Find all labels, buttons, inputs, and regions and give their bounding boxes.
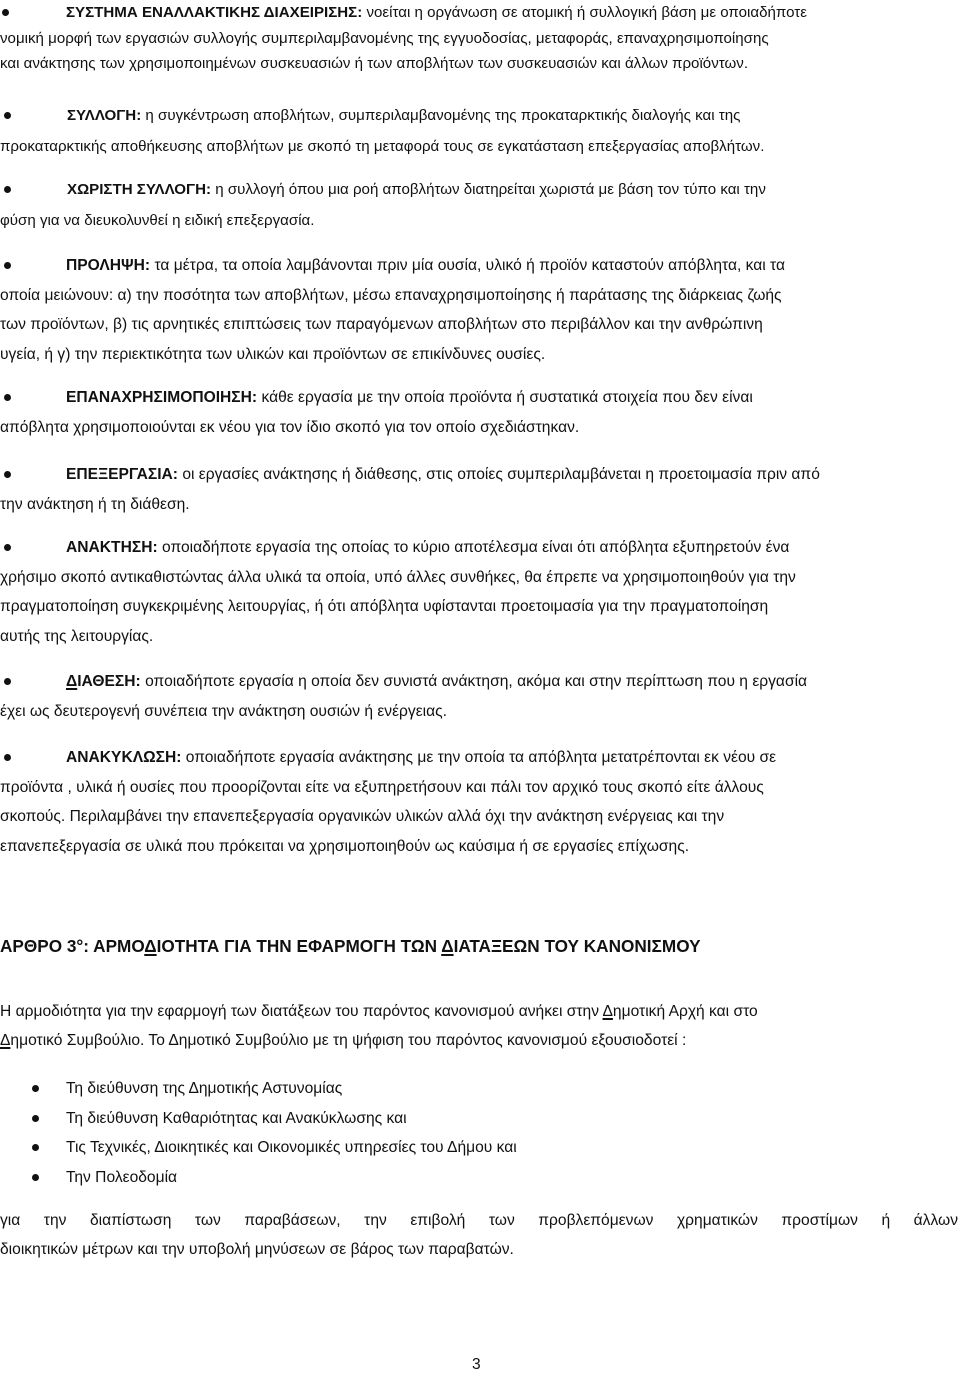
list-item: Την Πολεοδομία xyxy=(0,1163,517,1193)
definition-text: οι εργασίες ανάκτησης ή διάθεσης, στις οποίες συμπεριλαμβάνεται η προετοιμασία πριν από xyxy=(177,466,820,483)
definition-prevention xyxy=(0,251,958,369)
definition-recycling xyxy=(0,743,958,861)
article-heading: ΑΡΘΡΟ 3°: ΑΡΜΟΔΙΟΤΗΤΑ ΓΙΑ ΤΗΝ ΕΦΑΡΜΟΓΗ ΤΩΝ ΔΙΑΤΑΞΕΩΝ ΤΟΥ ΚΑΝΟΝΙΣΜΟΥ xyxy=(0,936,701,956)
definition-text: η συγκέντρωση αποβλήτων, συμπεριλαμβανομένης της προκαταρκτικής διαλογής και της xyxy=(141,107,741,124)
definition-text: χρήσιμο σκοπό αντικαθιστώντας άλλα υλικά τα οποία, υπό άλλες συνθήκες, θα έπρεπε να χρησιμοποιηθούν για την xyxy=(0,568,796,586)
definition-separate-collection xyxy=(0,174,958,236)
definition-text: προϊόντα , υλικά ή ουσίες που προορίζονται είτε να εξυπηρετήσουν και πάλι τον αρχικό τους σκοπό είτε άλλους xyxy=(0,778,764,796)
definition-text: οποία μειώνουν: α) την ποσότητα των αποβλήτων, μέσω επαναχρησιμοποίησης ή παράτασης της διάρκειας ζωής xyxy=(0,286,782,304)
definition-term: ΣΥΛΛΟΓΗ: xyxy=(67,107,142,124)
closing-text: διοικητικών μέτρων και την υποβολή μηνύσεων σε βάρος των παραβατών. xyxy=(0,1241,514,1258)
definition-term: ΕΠΑΝΑΧΡΗΣΙΜΟΠΟΙΗΣΗ: xyxy=(66,389,258,406)
closing-text: για την διαπίστωση των παραβάσεων, την επιβολή των προβλεπόμενων χρηματικών προστίμων ή άλλων xyxy=(0,1212,958,1229)
definition-term: ΑΝΑΚΥΚΛΩΣΗ: xyxy=(66,749,182,766)
definition-term: ΔΙΑΘΕΣΗ: xyxy=(66,673,141,690)
definition-text: νομική μορφή των εργασιών συλλογής συμπεριλαμβανομένης της εγγυοδοσίας, μεταφοράς, επαναχρησιμοποίησης xyxy=(0,29,769,47)
definition-term: ΠΡΟΛΗΨΗ: xyxy=(66,257,151,274)
definition-text: έχει ως δευτερογενή συνέπεια την ανάκτηση ουσιών ή ενέργειας. xyxy=(0,702,447,720)
intro-paragraph: Η αρμοδιότητα για την εφαρμογή των διατάξεων του παρόντος κανονισμού ανήκει στην Δημοτική Αρχή και στο Δημοτικό Συμβούλιο. Το Δημοτικό Συμβούλιο με τη ψήφιση του παρόντος κανονισμού εξουσιοδοτεί : xyxy=(0,1003,758,1049)
definition-term: ΧΩΡΙΣΤΗ ΣΥΛΛΟΓΗ: xyxy=(67,181,212,198)
definition-text: κάθε εργασία με την οποία προϊόντα ή συστατικά στοιχεία που δεν είναι xyxy=(257,389,753,406)
definition-text: οποιαδήποτε εργασία η οποία δεν συνιστά ανάκτηση, ακόμα και στην περίπτωση που η εργασία xyxy=(140,673,808,690)
definition-text: φύση για να διευκολυνθεί η ειδική επεξεργασία. xyxy=(0,212,315,229)
definition-alternative-management xyxy=(0,0,958,77)
list-item: Τη διεύθυνση Καθαριότητας και Ανακύκλωσης και xyxy=(0,1104,517,1134)
definition-text: απόβλητα χρησιμοποιούνται εκ νέου για τον ίδιο σκοπό για τον οποίο σχεδιάστηκαν. xyxy=(0,418,580,436)
definition-disposal xyxy=(0,667,958,726)
authorities-list xyxy=(0,1074,517,1192)
definition-text: νοείται η οργάνωση σε ατομική ή συλλογική βάση με οποιαδήποτε xyxy=(362,4,807,21)
closing-paragraph xyxy=(0,1206,958,1264)
definition-text: οποιαδήποτε εργασία της οποίας το κύριο αποτέλεσμα είναι ότι απόβλητα εξυπηρετούν ένα xyxy=(157,539,790,556)
definition-text: πραγματοποίηση συγκεκριμένης λειτουργίας, ή ότι απόβλητα υφίστανται προετοιμασία για την πραγματοποίηση xyxy=(0,598,769,615)
definition-recovery xyxy=(0,533,958,651)
definition-treatment xyxy=(0,460,958,519)
list-item: Τις Τεχνικές, Διοικητικές και Οικονομικές υπηρεσίες του Δήμου και xyxy=(0,1133,517,1163)
definition-text: επανεπεξεργασία σε υλικά που πρόκειται να χρησιμοποιηθούν ως καύσιμα ή σε εργασίες επίχωσης. xyxy=(0,837,690,855)
definition-text: την ανάκτηση ή τη διάθεση. xyxy=(0,495,190,513)
definition-text: υγεία, ή γ) την περιεκτικότητα των υλικών και προϊόντων σε επικίνδυνες ουσίες. xyxy=(0,345,546,363)
definition-collection xyxy=(0,100,958,162)
definition-text: η συλλογή όπου μια ροή αποβλήτων διατηρείται χωριστά με βάση τον τύπο και την xyxy=(211,181,766,198)
definition-term: ΣΥΣΤΗΜΑ ΕΝΑΛΛΑΚΤΙΚΗΣ ΔΙΑΧΕΙΡΙΣΗΣ: xyxy=(66,4,363,21)
definition-text: τα μέτρα, τα οποία λαμβάνονται πριν μία ουσία, υλικό ή προϊόν καταστούν απόβλητα, και τα xyxy=(150,257,786,274)
definition-text: οποιαδήποτε εργασία ανάκτησης με την οποία τα απόβλητα μετατρέπονται εκ νέου σε xyxy=(181,749,777,766)
definition-text: των προϊόντων, β) τις αρνητικές επιπτώσεις των παραγόμενων αποβλήτων στο περιβάλλον και την ανθρώπινη xyxy=(0,316,763,333)
definition-text: αυτής της λειτουργίας. xyxy=(0,627,154,645)
list-item: Τη διεύθυνση της Δημοτικής Αστυνομίας xyxy=(0,1074,517,1104)
definition-term: ΕΠΕΞΕΡΓΑΣΙΑ: xyxy=(66,466,178,483)
definition-reuse xyxy=(0,383,958,442)
definition-text: και ανάκτησης των χρησιμοποιημένων συσκευασιών ή των αποβλήτων των συσκευασιών και άλλων προϊόντων. xyxy=(0,55,749,72)
definition-term: ΑΝΑΚΤΗΣΗ: xyxy=(66,539,158,556)
definition-text: σκοπούς. Περιλαμβάνει την επανεπεξεργασία οργανικών υλικών αλλά όχι την ανάκτηση ενέργειας και την xyxy=(0,808,725,825)
page-number: 3 xyxy=(472,1356,481,1373)
definition-text: προκαταρκτικής αποθήκευσης αποβλήτων με σκοπό τη μεταφορά τους σε εγκατάσταση επεξεργασίας αποβλήτων. xyxy=(0,138,765,155)
